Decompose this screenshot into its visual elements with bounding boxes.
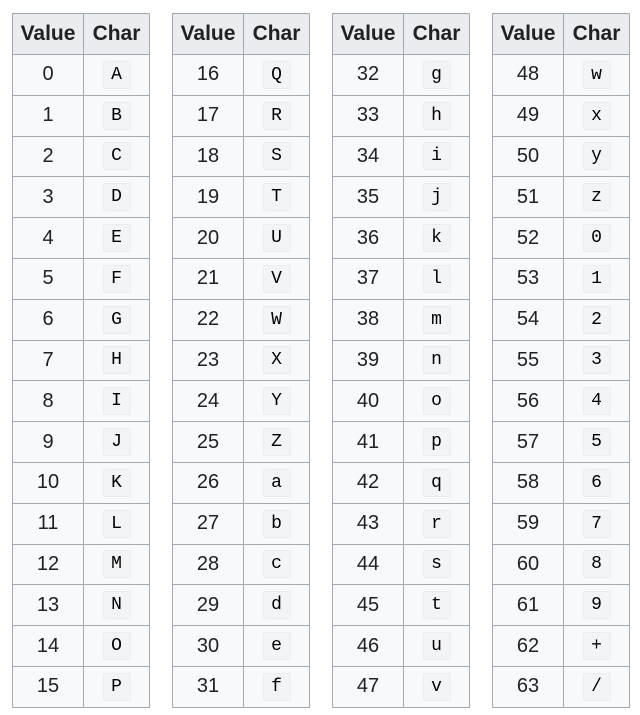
char-cell: [564, 218, 630, 259]
value-cell: 21: [173, 258, 244, 299]
char-cell: [404, 585, 470, 626]
table-row: [173, 136, 310, 177]
table-row: [493, 381, 630, 422]
table-row: [333, 503, 470, 544]
value-cell: 40: [333, 381, 404, 422]
char-code: W: [263, 306, 291, 334]
header-row: [173, 14, 310, 55]
char-cell: [244, 95, 310, 136]
char-code: X: [263, 346, 291, 374]
table-row: [493, 299, 630, 340]
value-cell: 6: [13, 299, 84, 340]
char-cell: [84, 503, 150, 544]
char-cell: [564, 422, 630, 463]
table-row: [13, 585, 150, 626]
value-cell: 17: [173, 95, 244, 136]
char-cell: [244, 218, 310, 259]
table-row: [333, 585, 470, 626]
char-cell: [404, 422, 470, 463]
table-row: [493, 585, 630, 626]
table-row: [333, 136, 470, 177]
char-cell: [404, 666, 470, 707]
value-cell: 34: [333, 136, 404, 177]
char-code: N: [103, 591, 131, 619]
table-row: [333, 340, 470, 381]
table-row: [173, 258, 310, 299]
char-code: D: [103, 183, 131, 211]
char-code: U: [263, 224, 291, 252]
value-cell: 61: [493, 585, 564, 626]
char-code: 8: [583, 550, 611, 578]
char-code: k: [423, 224, 451, 252]
table-row: [333, 544, 470, 585]
table-row: [173, 218, 310, 259]
char-cell: [84, 544, 150, 585]
char-cell: [404, 544, 470, 585]
char-code: f: [263, 673, 291, 701]
value-cell: 45: [333, 585, 404, 626]
value-cell: 36: [333, 218, 404, 259]
value-cell: 22: [173, 299, 244, 340]
char-code: F: [103, 265, 131, 293]
table-row: [13, 218, 150, 259]
table-row: [13, 503, 150, 544]
char-column-header: Char: [84, 14, 150, 55]
value-cell: 43: [333, 503, 404, 544]
table-row: [333, 462, 470, 503]
table-row: [493, 177, 630, 218]
char-cell: [564, 258, 630, 299]
table-row: [13, 55, 150, 96]
value-cell: 7: [13, 340, 84, 381]
value-cell: 55: [493, 340, 564, 381]
char-cell: [564, 177, 630, 218]
table-row: [13, 666, 150, 707]
table-row: [493, 95, 630, 136]
char-cell: [84, 95, 150, 136]
table-row: [13, 299, 150, 340]
base64-table-1: [12, 13, 150, 708]
char-code: c: [263, 550, 291, 578]
value-cell: 53: [493, 258, 564, 299]
header-row: [13, 14, 150, 55]
char-code: w: [583, 61, 611, 89]
value-cell: 29: [173, 585, 244, 626]
char-code: 1: [583, 265, 611, 293]
char-code: T: [263, 183, 291, 211]
char-cell: [84, 55, 150, 96]
value-cell: 47: [333, 666, 404, 707]
char-code: b: [263, 510, 291, 538]
value-cell: 39: [333, 340, 404, 381]
value-cell: 59: [493, 503, 564, 544]
table-row: [173, 95, 310, 136]
char-code: G: [103, 306, 131, 334]
table-row: [333, 666, 470, 707]
char-code: z: [583, 183, 611, 211]
char-cell: [244, 585, 310, 626]
value-cell: 20: [173, 218, 244, 259]
table-row: [173, 462, 310, 503]
table-row: [173, 626, 310, 667]
value-column-header: Value: [333, 14, 404, 55]
value-cell: 33: [333, 95, 404, 136]
char-cell: [84, 177, 150, 218]
table-row: [333, 381, 470, 422]
char-code: Y: [263, 387, 291, 415]
char-cell: [244, 381, 310, 422]
char-code: 6: [583, 469, 611, 497]
char-code: j: [423, 183, 451, 211]
table-row: [173, 381, 310, 422]
value-cell: 46: [333, 626, 404, 667]
value-cell: 24: [173, 381, 244, 422]
char-cell: [404, 626, 470, 667]
table-row: [333, 626, 470, 667]
table-row: [13, 462, 150, 503]
value-cell: 13: [13, 585, 84, 626]
char-cell: [84, 422, 150, 463]
char-code: Z: [263, 428, 291, 456]
value-cell: 54: [493, 299, 564, 340]
header-row: [493, 14, 630, 55]
value-column-header: Value: [173, 14, 244, 55]
char-cell: [244, 544, 310, 585]
char-column-header: Char: [244, 14, 310, 55]
char-cell: [564, 381, 630, 422]
value-cell: 42: [333, 462, 404, 503]
value-cell: 52: [493, 218, 564, 259]
char-cell: [564, 55, 630, 96]
char-code: i: [423, 142, 451, 170]
char-code: I: [103, 387, 131, 415]
char-cell: [84, 666, 150, 707]
char-cell: [404, 299, 470, 340]
char-code: x: [583, 102, 611, 130]
value-cell: 49: [493, 95, 564, 136]
value-cell: 25: [173, 422, 244, 463]
table-row: [493, 666, 630, 707]
char-cell: [84, 626, 150, 667]
char-code: Q: [263, 61, 291, 89]
char-code: v: [423, 673, 451, 701]
char-cell: [564, 626, 630, 667]
table-row: [173, 177, 310, 218]
value-cell: 0: [13, 55, 84, 96]
table-row: [493, 503, 630, 544]
value-cell: 11: [13, 503, 84, 544]
table-row: [13, 258, 150, 299]
table-row: [493, 462, 630, 503]
value-cell: 63: [493, 666, 564, 707]
value-cell: 26: [173, 462, 244, 503]
char-code: M: [103, 550, 131, 578]
char-code: 7: [583, 510, 611, 538]
char-code: e: [263, 632, 291, 660]
table-row: [333, 299, 470, 340]
value-cell: 28: [173, 544, 244, 585]
char-code: L: [103, 510, 131, 538]
char-code: S: [263, 142, 291, 170]
char-cell: [84, 258, 150, 299]
value-cell: 35: [333, 177, 404, 218]
char-code: r: [423, 510, 451, 538]
value-cell: 5: [13, 258, 84, 299]
char-cell: [244, 666, 310, 707]
value-cell: 4: [13, 218, 84, 259]
char-code: t: [423, 591, 451, 619]
char-code: +: [583, 632, 611, 660]
char-cell: [404, 503, 470, 544]
value-cell: 32: [333, 55, 404, 96]
char-cell: [564, 299, 630, 340]
char-code: m: [423, 306, 451, 334]
base64-table-3: [332, 13, 470, 708]
char-code: h: [423, 102, 451, 130]
char-code: E: [103, 224, 131, 252]
value-cell: 27: [173, 503, 244, 544]
char-code: B: [103, 102, 131, 130]
table-row: [13, 626, 150, 667]
value-cell: 23: [173, 340, 244, 381]
table-row: [333, 218, 470, 259]
table-row: [493, 626, 630, 667]
char-code: A: [103, 61, 131, 89]
value-cell: 15: [13, 666, 84, 707]
char-cell: [244, 177, 310, 218]
header-row: [333, 14, 470, 55]
value-cell: 60: [493, 544, 564, 585]
value-cell: 2: [13, 136, 84, 177]
table-row: [493, 422, 630, 463]
char-code: 9: [583, 591, 611, 619]
table-row: [173, 299, 310, 340]
char-cell: [84, 340, 150, 381]
char-cell: [564, 95, 630, 136]
table-row: [173, 585, 310, 626]
value-cell: 1: [13, 95, 84, 136]
char-cell: [244, 55, 310, 96]
char-cell: [564, 666, 630, 707]
value-column-header: Value: [13, 14, 84, 55]
char-cell: [244, 299, 310, 340]
table-row: [13, 544, 150, 585]
value-cell: 14: [13, 626, 84, 667]
value-column-header: Value: [493, 14, 564, 55]
char-cell: [564, 462, 630, 503]
value-cell: 9: [13, 422, 84, 463]
char-code: 2: [583, 306, 611, 334]
value-cell: 16: [173, 55, 244, 96]
value-cell: 10: [13, 462, 84, 503]
char-code: s: [423, 550, 451, 578]
table-row: [333, 95, 470, 136]
char-cell: [84, 462, 150, 503]
char-code: d: [263, 591, 291, 619]
char-column-header: Char: [564, 14, 630, 55]
value-cell: 41: [333, 422, 404, 463]
char-code: q: [423, 469, 451, 497]
char-code: 3: [583, 346, 611, 374]
char-code: O: [103, 632, 131, 660]
char-code: /: [583, 673, 611, 701]
char-code: P: [103, 673, 131, 701]
value-cell: 3: [13, 177, 84, 218]
table-row: [493, 340, 630, 381]
char-cell: [404, 95, 470, 136]
value-cell: 44: [333, 544, 404, 585]
char-code: u: [423, 632, 451, 660]
char-code: K: [103, 469, 131, 497]
table-row: [13, 95, 150, 136]
table-row: [173, 503, 310, 544]
table-row: [493, 55, 630, 96]
char-cell: [404, 136, 470, 177]
char-cell: [404, 55, 470, 96]
value-cell: 12: [13, 544, 84, 585]
table-row: [333, 422, 470, 463]
char-code: o: [423, 387, 451, 415]
char-cell: [84, 381, 150, 422]
char-code: H: [103, 346, 131, 374]
value-cell: 31: [173, 666, 244, 707]
table-row: [173, 422, 310, 463]
table-row: [13, 422, 150, 463]
char-cell: [404, 177, 470, 218]
value-cell: 37: [333, 258, 404, 299]
char-cell: [244, 258, 310, 299]
value-cell: 57: [493, 422, 564, 463]
value-cell: 19: [173, 177, 244, 218]
table-row: [173, 666, 310, 707]
char-code: l: [423, 265, 451, 293]
value-cell: 8: [13, 381, 84, 422]
char-code: a: [263, 469, 291, 497]
table-row: [173, 340, 310, 381]
table-row: [493, 544, 630, 585]
char-cell: [404, 340, 470, 381]
char-cell: [404, 218, 470, 259]
value-cell: 51: [493, 177, 564, 218]
char-cell: [564, 503, 630, 544]
char-column-header: Char: [404, 14, 470, 55]
table-row: [493, 218, 630, 259]
table-row: [173, 544, 310, 585]
char-cell: [84, 585, 150, 626]
table-row: [13, 136, 150, 177]
base64-table-2: [172, 13, 310, 708]
table-row: [333, 258, 470, 299]
table-row: [493, 136, 630, 177]
char-cell: [564, 340, 630, 381]
char-code: g: [423, 61, 451, 89]
char-cell: [244, 626, 310, 667]
table-row: [13, 381, 150, 422]
char-code: V: [263, 265, 291, 293]
value-cell: 38: [333, 299, 404, 340]
char-cell: [84, 299, 150, 340]
value-cell: 62: [493, 626, 564, 667]
char-code: J: [103, 428, 131, 456]
char-code: 5: [583, 428, 611, 456]
char-code: p: [423, 428, 451, 456]
char-cell: [84, 136, 150, 177]
char-cell: [404, 258, 470, 299]
table-row: [13, 177, 150, 218]
char-cell: [84, 218, 150, 259]
char-cell: [564, 585, 630, 626]
value-cell: 50: [493, 136, 564, 177]
value-cell: 58: [493, 462, 564, 503]
table-row: [493, 258, 630, 299]
value-cell: 18: [173, 136, 244, 177]
char-cell: [244, 136, 310, 177]
char-code: 4: [583, 387, 611, 415]
table-row: [333, 55, 470, 96]
char-cell: [404, 462, 470, 503]
char-code: n: [423, 346, 451, 374]
char-cell: [244, 422, 310, 463]
char-cell: [244, 503, 310, 544]
char-cell: [564, 136, 630, 177]
value-cell: 56: [493, 381, 564, 422]
char-code: R: [263, 102, 291, 130]
char-cell: [564, 544, 630, 585]
table-row: [13, 340, 150, 381]
char-code: 0: [583, 224, 611, 252]
table-row: [333, 177, 470, 218]
base64-table-4: [492, 13, 630, 708]
char-cell: [404, 381, 470, 422]
table-row: [173, 55, 310, 96]
char-code: y: [583, 142, 611, 170]
value-cell: 48: [493, 55, 564, 96]
char-cell: [244, 340, 310, 381]
value-cell: 30: [173, 626, 244, 667]
char-cell: [244, 462, 310, 503]
char-code: C: [103, 142, 131, 170]
